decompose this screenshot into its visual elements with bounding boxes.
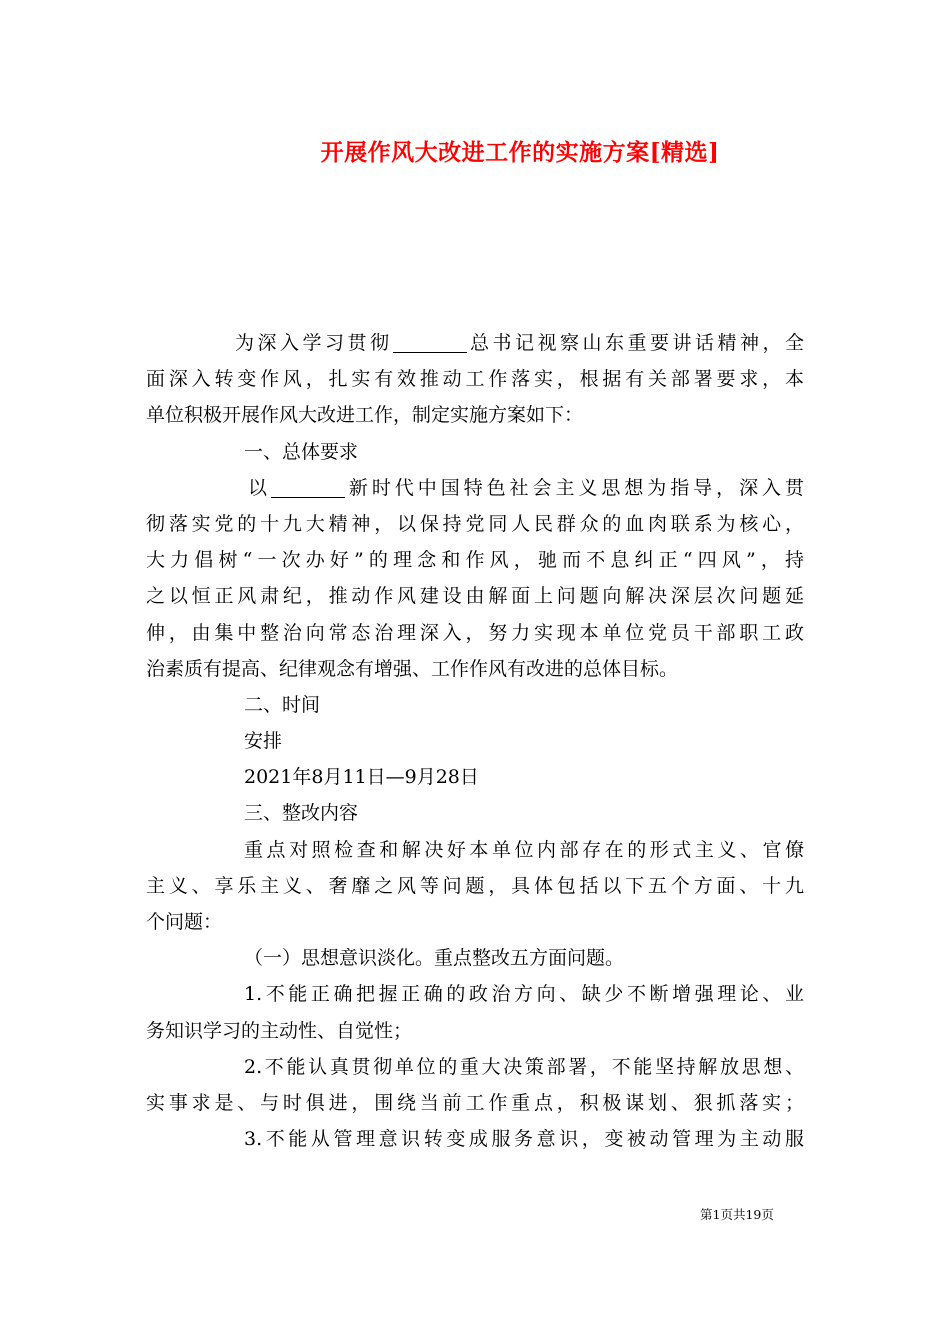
paragraph-line: 之以恒正风肃纪，推动作风建设由解面上问题向解决深层次问题延 xyxy=(146,585,804,608)
document-body xyxy=(146,325,804,1157)
list-item-line: 3.不能从管理意识转变成服务意识，变被动管理为主动服 xyxy=(244,1128,804,1151)
page-number: 第1页共19页 xyxy=(700,1207,774,1222)
paragraph-line: 大力倡树“一次办好”的理念和作风，驰而不息纠正“四风”，持 xyxy=(146,549,804,572)
text-run: 总书记视察山东重要讲话精神，全 xyxy=(466,332,804,354)
paragraph-line: 个问题： xyxy=(146,911,223,933)
blank-underline xyxy=(393,330,467,353)
paragraph-line: 重点对照检查和解决好本单位内部存在的形式主义、官僚 xyxy=(244,838,804,861)
blank-underline xyxy=(271,475,345,498)
paragraph-line: 面深入转变作风，扎实有效推动工作落实，根据有关部署要求，本 xyxy=(146,368,804,391)
paragraph-line xyxy=(146,325,804,361)
date-range: 2021年8月11日—9月28日 xyxy=(244,766,479,789)
list-item-line: 1.不能正确把握正确的政治方向、缺少不断增强理论、业 xyxy=(244,983,804,1006)
paragraph-line xyxy=(146,470,804,506)
text-run: 为深入学习贯彻 xyxy=(235,332,393,354)
text-run: 以 xyxy=(248,476,271,499)
list-item-line: 务知识学习的主动性、自觉性； xyxy=(146,1019,413,1042)
section-heading-2-continued: 安排 xyxy=(244,730,283,753)
text-run: 新时代中国特色社会主义思想为指导，深入贯 xyxy=(344,476,804,499)
section-heading-1: 一、总体要求 xyxy=(244,440,359,463)
list-item-line: 2.不能认真贯彻单位的重大决策部署，不能坚持解放思想、 xyxy=(244,1055,804,1078)
section-heading-2: 二、时间 xyxy=(244,693,321,716)
document-title: 开展作风大改进工作的实施方案[精选] xyxy=(320,139,720,166)
paragraph-line: 主义、享乐主义、奢靡之风等问题，具体包括以下五个方面、十九 xyxy=(146,874,804,897)
section-heading-3: 三、整改内容 xyxy=(244,802,359,825)
paragraph-line: 彻落实党的十九大精神，以保持党同人民群众的血肉联系为核心， xyxy=(146,512,804,535)
paragraph-line: 单位积极开展作风大改进工作，制定实施方案如下： xyxy=(146,404,584,427)
paragraph-line: 伸，由集中整治向常态治理深入，努力实现本单位党员干部职工政 xyxy=(146,621,804,644)
list-item-line: 实事求是、与时俱进，围绕当前工作重点，积极谋划、狠抓落实； xyxy=(146,1091,804,1114)
subsection-heading: （一）思想意识淡化。重点整改五方面问题。 xyxy=(244,947,625,970)
paragraph-line: 治素质有提高、纪律观念有增强、工作作风有改进的总体目标。 xyxy=(146,657,679,680)
